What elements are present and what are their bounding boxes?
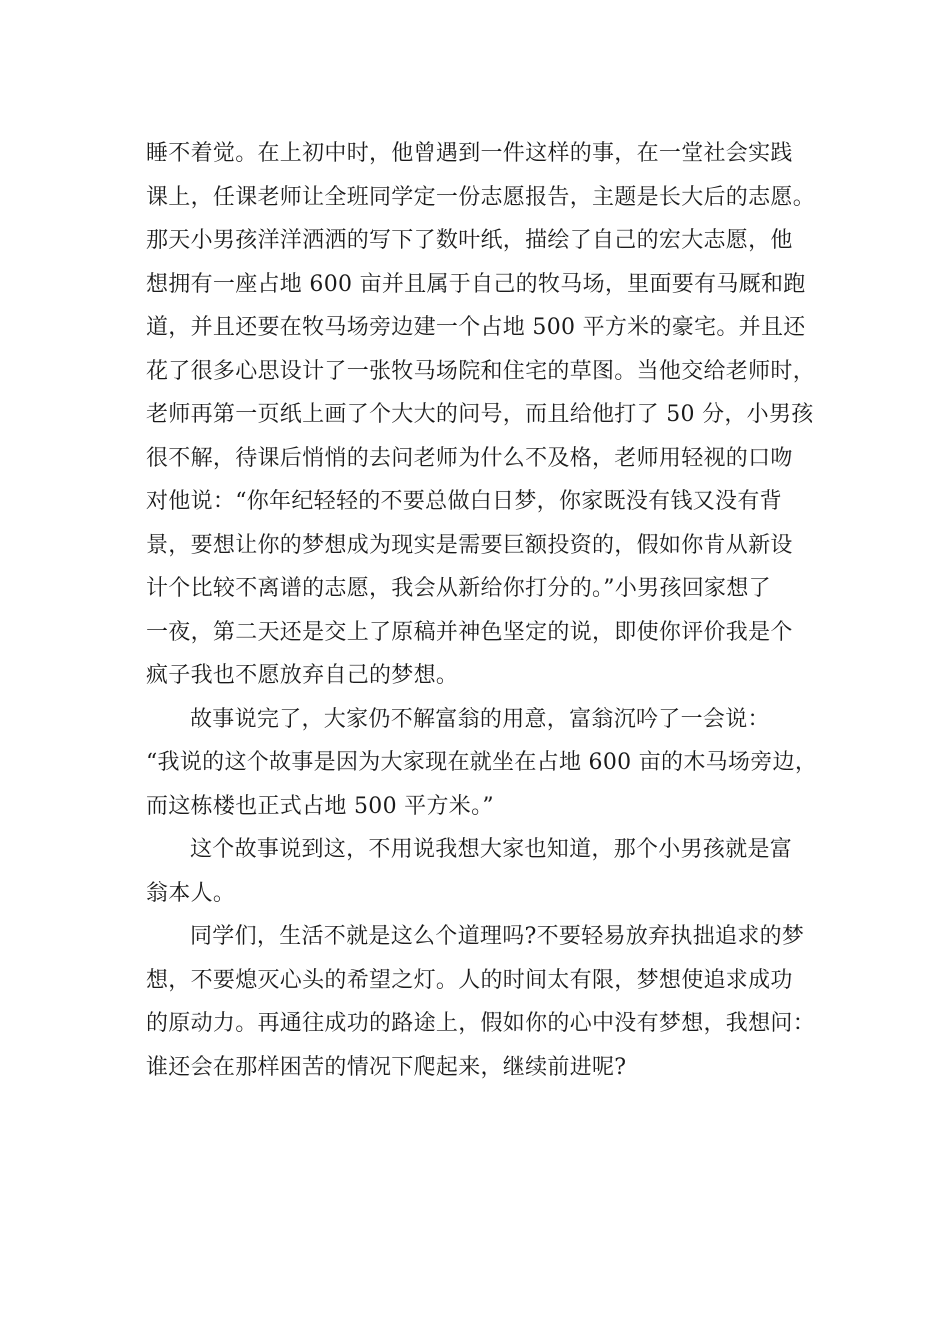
text-line: 对他说：“你年纪轻轻的不要总做白日梦，你家既没有钱又没有背 [146, 489, 782, 514]
text-line: 那天小男孩洋洋洒洒的写下了数叶纸，描绘了自己的宏大志愿，他 [146, 228, 793, 253]
text-line: 翁本人。 [146, 880, 236, 906]
body-text [146, 132, 846, 1089]
paragraph-start-line: 故事说完了，大家仍不解富翁的用意，富翁沉吟了一会说： [190, 706, 770, 732]
text-line: 而这栋楼也正式占地 500 平方米。” [146, 793, 494, 819]
text-line: 景，要想让你的梦想成为现实是需要巨额投资的，假如你肯从新设 [146, 532, 793, 558]
text-line: 想，不要熄灭心头的希望之灯。人的时间太有限，梦想使追求成功 [146, 967, 793, 993]
text-line: 课上，任课老师让全班同学定一份志愿报告，主题是长大后的志愿。 [146, 184, 816, 210]
text-line: 很不解，待课后悄悄的去问老师为什么不及格，老师用轻视的口吻 [146, 445, 793, 471]
text-line: 道，并且还要在牧马场旁边建一个占地 500 平方米的豪宅。并且还 [146, 315, 806, 340]
text-line: 睡不着觉。在上初中时，他曾遇到一件这样的事，在一堂社会实践 [146, 141, 793, 166]
text-line: 谁还会在那样困苦的情况下爬起来，继续前进呢? [146, 1054, 627, 1080]
text-line: 的原动力。再通往成功的路途上，假如你的心中没有梦想，我想问： [146, 1011, 816, 1036]
paragraph-start-line: 同学们，生活不就是这么个道理吗?不要轻易放弃执拙追求的梦 [190, 924, 805, 949]
text-line: 计个比较不离谱的志愿，我会从新给你打分的。”小男孩回家想了 [146, 576, 771, 601]
text-line: 疯子我也不愿放弃自己的梦想。 [146, 663, 459, 688]
text-line: 一夜，第二天还是交上了原稿并神色坚定的说，即使你评价我是个 [146, 619, 793, 645]
paragraph-start-line: 这个故事说到这，不用说我想大家也知道，那个小男孩就是富 [190, 837, 793, 862]
text-line: “我说的这个故事是因为大家现在就坐在占地 600 亩的木马场旁边， [146, 750, 818, 775]
text-line: 老师再第一页纸上画了个大大的问号，而且给他打了 50 分，小男孩 [146, 402, 814, 427]
text-line: 想拥有一座占地 600 亩并且属于自己的牧马场，里面要有马厩和跑 [146, 271, 806, 297]
text-line: 花了很多心思设计了一张牧马场院和住宅的草图。当他交给老师时， [146, 358, 816, 384]
